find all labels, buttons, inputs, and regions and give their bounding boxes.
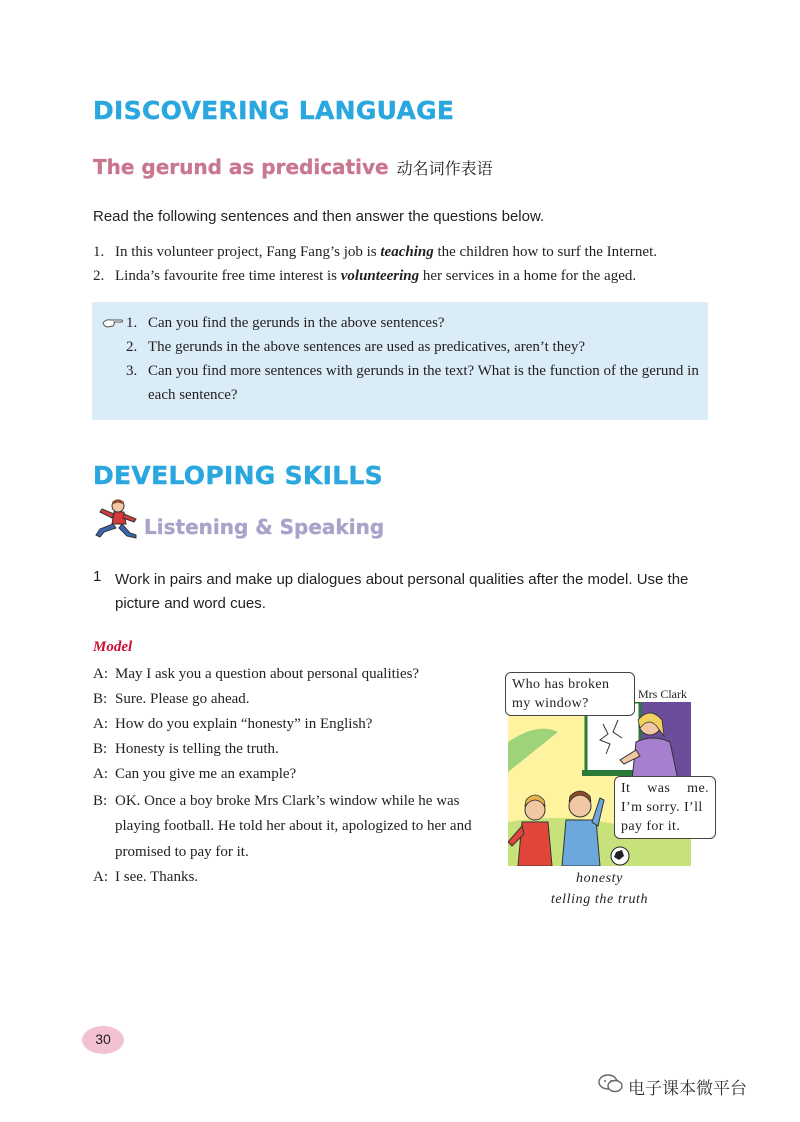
question-number: 3.	[126, 363, 138, 379]
reading-instruction: Read the following sentences and then answer the questions below.	[93, 208, 545, 225]
speaker	[93, 818, 115, 835]
dialogue-line	[93, 818, 472, 835]
listening-speaking-subtitle: Listening & Speaking	[144, 515, 385, 539]
sentence-part: Linda’s favourite free time interest is	[115, 268, 341, 284]
dialogue-line	[93, 869, 198, 886]
task-line: picture and word cues.	[115, 595, 266, 612]
dialogue-line	[93, 691, 250, 708]
bubble-text: my window?	[512, 696, 589, 711]
question-text: Can you find more sentences with gerunds in the text? What is the function of the gerund in	[148, 363, 699, 379]
example-sentence-1	[93, 244, 657, 261]
task-text	[115, 568, 688, 616]
question-text: each sentence?	[148, 387, 238, 403]
bubble-text: Who has broken	[512, 677, 610, 692]
caption-honesty: honesty	[576, 871, 623, 886]
sentence-part: In this volunteer project, Fang Fang’s job is	[115, 244, 381, 260]
question-1	[126, 315, 445, 332]
sentence-part: her services in a home for the aged.	[419, 268, 637, 284]
mrs-clark-label: Mrs Clark	[638, 687, 687, 701]
page-number: 30	[95, 1031, 111, 1047]
speaker: B:	[93, 691, 108, 707]
speech-bubble-mrs-clark	[505, 672, 635, 716]
dialogue-text: playing football. He told her about it, apologized to her and	[115, 818, 472, 834]
dialogue-line	[93, 766, 296, 783]
dialogue-text: Can you give me an example?	[115, 766, 297, 782]
section-title-discovering-language: DISCOVERING LANGUAGE	[93, 96, 455, 125]
speaker: A:	[93, 666, 108, 682]
question-number: 2.	[126, 339, 138, 355]
bubble-text: pay for it.	[621, 819, 681, 834]
watermark-text: 电子课本微平台	[628, 1079, 747, 1099]
task-number: 1	[93, 568, 102, 585]
speaker: B:	[93, 741, 108, 757]
task-1-instruction	[93, 568, 688, 616]
dialogue-line	[93, 844, 249, 861]
grammar-subtitle-en: The gerund as predicative	[93, 155, 389, 179]
dialogue-line	[93, 793, 460, 810]
dialogue-text: How do you explain “honesty” in English?	[115, 716, 373, 732]
pointing-hand-icon	[102, 316, 124, 334]
sentence-number: 1.	[93, 244, 105, 260]
dialogue-line	[93, 741, 279, 758]
section-title-developing-skills: DEVELOPING SKILLS	[93, 461, 383, 490]
bubble-text: I’m sorry. I’ll	[621, 800, 703, 815]
bubble-text: It was me.	[621, 781, 709, 796]
question-text: Can you find the gerunds in the above sentences?	[148, 315, 445, 331]
dialogue-text: May I ask you a question about personal qualities?	[115, 666, 420, 682]
dialogue-line	[93, 666, 419, 683]
wechat-icon	[598, 1074, 624, 1099]
dialogue-line	[93, 716, 372, 733]
model-label: Model	[93, 639, 133, 655]
speaker: B:	[93, 793, 108, 809]
speaker: A:	[93, 869, 108, 885]
speaker	[93, 844, 115, 861]
speech-bubble-boy	[614, 776, 716, 839]
question-3	[126, 363, 699, 380]
dialogue-text: Sure. Please go ahead.	[115, 691, 250, 707]
dialogue-text: OK. Once a boy broke Mrs Clark’s window while he was	[115, 793, 460, 809]
dialogue-text: Honesty is telling the truth.	[115, 741, 279, 757]
grammar-subtitle	[93, 155, 493, 179]
question-number: 1.	[126, 315, 138, 331]
question-2	[126, 339, 585, 356]
caption-telling-the-truth: telling the truth	[550, 892, 649, 907]
question-text: The gerunds in the above sentences are used as predicatives, aren’t they?	[148, 339, 586, 355]
speaker: A:	[93, 766, 108, 782]
gerund-emphasis: volunteering	[340, 268, 420, 284]
sentence-number: 2.	[93, 268, 105, 284]
grammar-subtitle-cn: 动名词作表语	[396, 159, 493, 178]
sentence-text	[115, 244, 657, 261]
task-line: Work in pairs and make up dialogues about personal qualities after the model. Use the	[115, 571, 689, 588]
question-3-continued	[148, 387, 238, 404]
example-sentence-2	[93, 268, 636, 285]
gerund-emphasis: teaching	[380, 244, 434, 260]
dialogue-text: promised to pay for it.	[115, 844, 249, 860]
sentence-text	[115, 268, 636, 285]
dialogue-text: I see. Thanks.	[115, 869, 199, 885]
speaker: A:	[93, 716, 108, 732]
sentence-part: the children how to surf the Internet.	[433, 244, 657, 260]
running-boy-icon	[92, 497, 140, 546]
question-box	[92, 302, 708, 420]
